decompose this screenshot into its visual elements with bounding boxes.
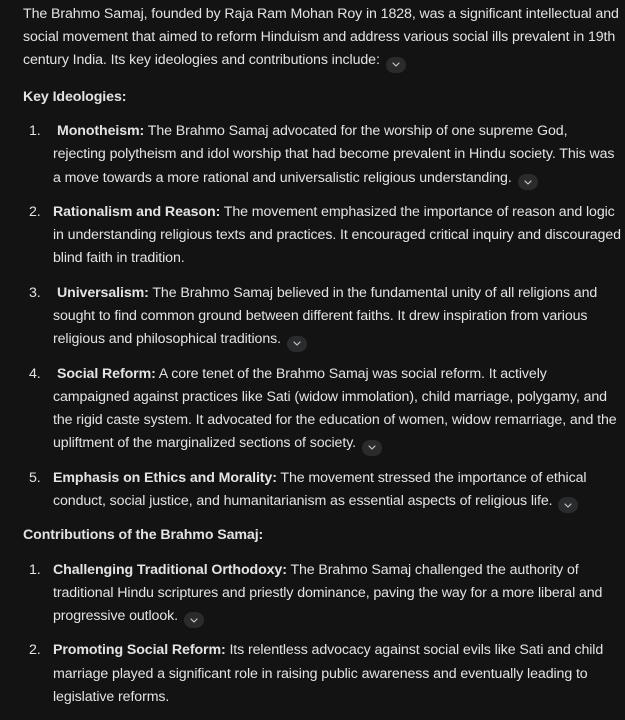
item-text: The Brahmo Samaj advocated for the worship of one supreme God, rejecting polytheism and idol worship that had become prevalent in Hindu society. This was a move towards a more rational and universalistic religious understanding. <box>53 123 615 186</box>
source-chip[interactable] <box>386 57 406 73</box>
source-chip[interactable] <box>184 612 204 628</box>
list-number: 1. <box>29 123 41 140</box>
item-title: Monotheism: <box>57 123 145 140</box>
item-title: Rationalism and Reason: <box>53 204 221 221</box>
chevron-down-icon <box>293 341 301 346</box>
contributions-heading: Contributions of the Brahmo Samaj: <box>23 527 264 544</box>
item-title: Promoting Social Reform: <box>53 642 226 659</box>
list-number: 4. <box>29 365 41 382</box>
chevron-down-icon <box>190 618 198 623</box>
list-number: 2. <box>29 204 41 221</box>
item-text: The Brahmo Samaj believed in the fundamental unity of all religions and sought to find common ground between different faiths. It drew inspiration from various religious and philosophical traditions. <box>53 284 598 348</box>
source-chip[interactable] <box>287 336 307 352</box>
chevron-down-icon <box>524 180 532 185</box>
list-item <box>23 639 621 709</box>
contributions-list <box>23 559 621 710</box>
chevron-down-icon <box>392 62 400 67</box>
item-text: The movement stressed the importance of ethical conduct, social justice, and humanitarianism as essential aspects of religious life. <box>53 469 587 509</box>
item-title: Challenging Traditional Orthodoxy: <box>53 561 287 578</box>
intro-paragraph <box>23 3 621 73</box>
item-title: Universalism: <box>57 284 149 301</box>
key-ideologies-heading: Key Ideologies: <box>23 88 127 105</box>
item-title: Social Reform: <box>57 365 156 382</box>
item-title: Emphasis on Ethics and Morality: <box>53 469 277 486</box>
list-item <box>23 559 621 629</box>
source-chip[interactable] <box>518 174 538 190</box>
intro-text: The Brahmo Samaj, founded by Raja Ram Mohan Roy in 1828, was a significant intellectual and social movement that aimed to reform Hinduism and address various social ills prevalent in 19th century India. Its key ideologies and contributions include: <box>23 6 619 69</box>
item-text: The movement emphasized the importance of reason and logic in understanding religious texts and practices. It encouraged critical inquiry and discouraged blind faith in tradition. <box>53 204 621 267</box>
list-number: 3. <box>29 284 41 301</box>
response-content <box>23 3 621 720</box>
list-item <box>23 467 621 514</box>
source-chip[interactable] <box>362 440 382 456</box>
list-number: 1. <box>29 561 41 578</box>
list-item <box>23 363 621 456</box>
source-chip[interactable] <box>558 497 578 513</box>
list-item <box>23 282 621 352</box>
ideologies-list <box>23 120 621 513</box>
list-item <box>23 120 621 190</box>
chevron-down-icon <box>564 503 572 508</box>
list-number: 2. <box>29 642 41 659</box>
list-item <box>23 201 621 271</box>
list-number: 5. <box>29 469 41 486</box>
item-text: A core tenet of the Brahmo Samaj was social reform. It actively campaigned against practices like Sati (widow immolation), child marriage, polygamy, and the rigid caste system. It advocated for the education of women, widow remarriage, and the upliftment of the marginalized sections of society. <box>53 365 617 452</box>
chevron-down-icon <box>368 445 376 450</box>
item-text: Its relentless advocacy against social evils like Sati and child marriage played a significant role in raising public awareness and eventually leading to legislative reforms. <box>53 642 604 705</box>
item-text: The Brahmo Samaj challenged the authority of traditional Hindu scriptures and priestly dominance, paving the way for a more liberal and progressive outlook. <box>53 561 603 624</box>
